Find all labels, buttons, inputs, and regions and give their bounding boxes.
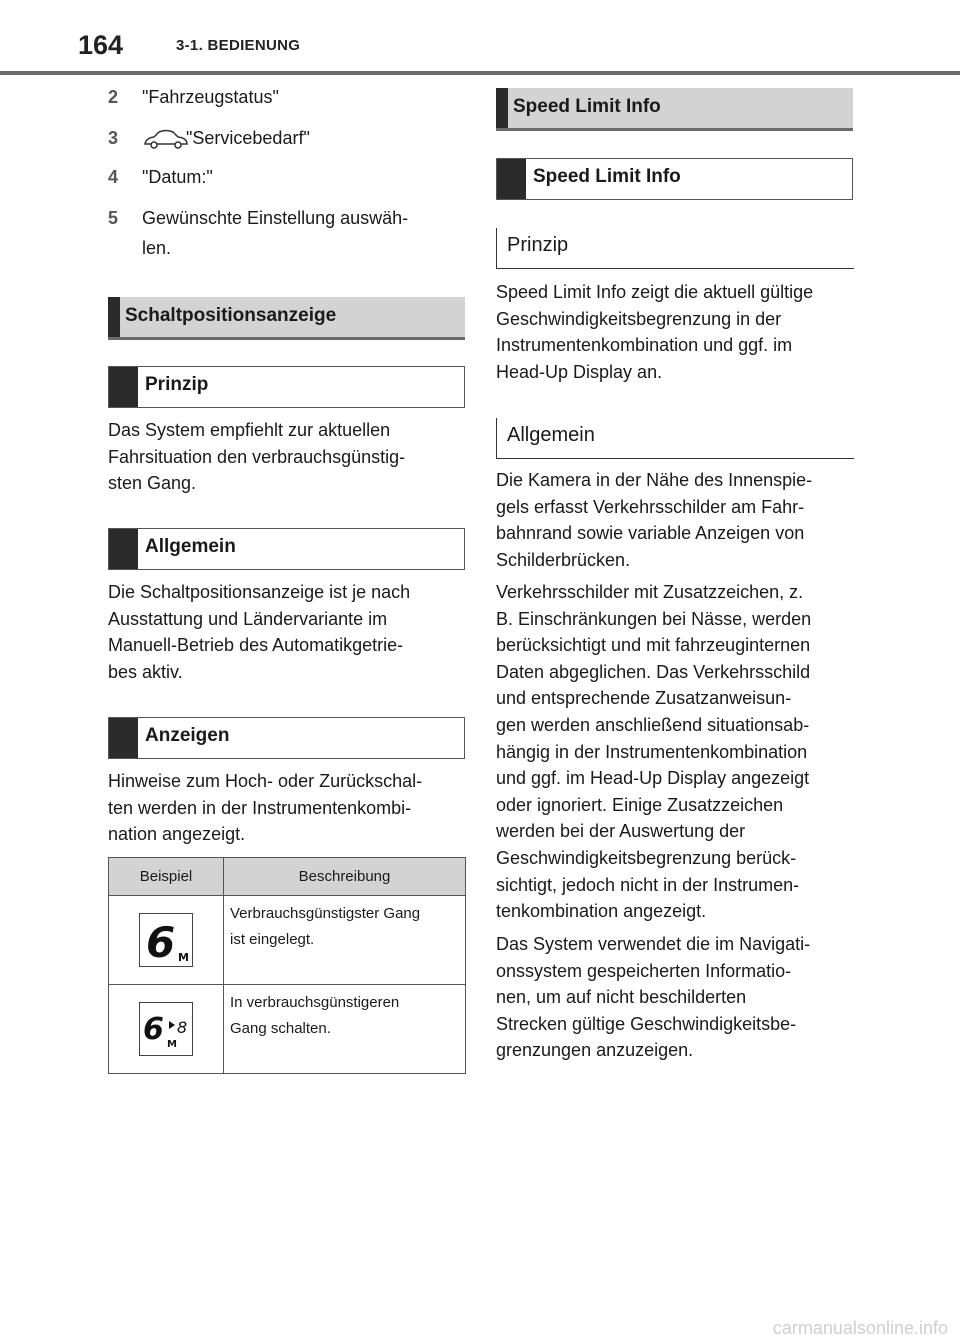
text-line: Gang schalten.: [230, 1020, 331, 1037]
subheading-prinzip: [108, 366, 465, 408]
text-line: B. Einschränkungen bei Nässe, werden: [496, 608, 812, 629]
text-line: bes aktiv.: [108, 661, 183, 682]
text-line: und entsprechende Zusatzanweisun-: [496, 688, 792, 709]
gear-6-m-icon: [139, 913, 193, 967]
table-row: [109, 985, 466, 1074]
table-cell-description: [224, 985, 466, 1074]
text-line: nation angezeigt.: [108, 824, 246, 845]
text-line: Manuell-Betrieb des Automatikgetrie-: [108, 635, 404, 656]
text-line: bahnrand sowie variable Anzeigen von: [496, 523, 805, 544]
subheading-allgemein-right: [496, 418, 854, 459]
text-line: Fahrsituation den verbrauchsgünstig-: [108, 446, 406, 467]
paragraph-speed-limit-allgemein-3: [496, 931, 860, 1064]
text-line: werden bei der Auswertung der: [496, 821, 746, 842]
text-line: gels erfasst Verkehrsschilder am Fahr-: [496, 496, 805, 517]
gear-digit: 6: [143, 1012, 164, 1047]
step-3: [108, 125, 465, 152]
subheading-title: Prinzip: [507, 234, 569, 256]
step-number: 3: [108, 128, 119, 148]
subheading-title: Allgemein: [507, 424, 595, 446]
text-line: Das System empfiehlt zur aktuellen: [108, 420, 391, 440]
subheading-speed-limit-info: [496, 158, 853, 200]
table-cell-icon: [109, 985, 224, 1074]
step-number: 2: [108, 87, 119, 107]
text-line: oder ignoriert. Einige Zusatzzeichen: [496, 794, 784, 815]
paragraph-anzeigen: [108, 768, 468, 848]
target-gear-digit: 8: [177, 1018, 188, 1037]
text-line: Geschwindigkeitsbegrenzung berück-: [496, 847, 797, 868]
text-line: sichtigt, jedoch nicht in der Instrumen-: [496, 874, 800, 895]
step-text: "Servicebedarf": [186, 128, 310, 148]
subheading-title: Prinzip: [145, 374, 209, 395]
text-line: Die Schaltpositionsanzeige ist je nach: [108, 582, 411, 602]
text-line: In verbrauchsgünstigeren: [230, 994, 400, 1011]
header-divider: [0, 71, 960, 75]
subheading-title: Anzeigen: [145, 725, 230, 746]
text-line: hängig in der Instrumentenkombination: [496, 741, 808, 762]
text-line: Speed Limit Info zeigt die aktuell gültige: [496, 282, 814, 302]
text-line: Verbrauchsgünstigster Gang: [230, 905, 421, 922]
section-heading-schaltpositionsanzeige: [108, 297, 465, 340]
paragraph-speed-limit-allgemein-2: [496, 579, 860, 925]
gear-6-to-8-icon: [139, 1002, 193, 1056]
step-2: [108, 84, 465, 111]
text-line: Schilderbrücken.: [496, 549, 631, 570]
text-line: nen, um auf nicht beschilderten: [496, 987, 747, 1008]
step-text: Gewünschte Einstellung auswäh-: [142, 208, 409, 228]
paragraph-prinzip: [108, 417, 468, 497]
step-4: [108, 164, 465, 191]
text-line: Das System verwendet die im Navigati-: [496, 934, 811, 954]
subheading-prinzip-right: [496, 228, 854, 269]
text-line: Head-Up Display an.: [496, 361, 663, 382]
watermark: carmanualsonline.info: [772, 1318, 948, 1338]
text-line: Geschwindigkeitsbegrenzung in der: [496, 308, 782, 329]
table-cell-icon: [109, 896, 224, 985]
text-line: onssystem gespeicherten Informatio-: [496, 960, 792, 981]
gear-mode: M: [178, 951, 189, 964]
table-row: [109, 896, 466, 985]
gear-digit: 6: [146, 918, 176, 966]
paragraph-allgemein: [108, 579, 468, 685]
step-number: 5: [108, 208, 119, 228]
column-header: Beispiel: [109, 858, 224, 896]
page-number: 164: [78, 30, 124, 60]
subheading-allgemein: [108, 528, 465, 570]
subheading-title: Speed Limit Info: [533, 166, 681, 187]
subheading-anzeigen: [108, 717, 465, 759]
text-line: Instrumentenkombination und ggf. im: [496, 335, 793, 356]
car-icon: [142, 127, 190, 159]
table-cell-description: [224, 896, 466, 985]
subheading-title: Allgemein: [145, 536, 236, 557]
text-line: Die Kamera in der Nähe des Innenspie-: [496, 470, 813, 490]
text-line: und ggf. im Head-Up Display angezeigt: [496, 768, 810, 789]
section-heading-speed-limit-info: [496, 88, 853, 131]
step-text: "Fahrzeugstatus": [142, 87, 279, 107]
text-line: Ausstattung und Ländervariante im: [108, 608, 388, 629]
column-header: Beschreibung: [224, 858, 466, 896]
text-line: berücksichtigt und mit fahrzeuginternen: [496, 635, 811, 656]
text-line: Hinweise zum Hoch- oder Zurückschal-: [108, 771, 423, 791]
chapter-title: 3-1. BEDIENUNG: [176, 37, 301, 54]
step-5: [108, 205, 465, 265]
gear-indicator-table: [108, 857, 466, 1074]
gear-mode: M: [167, 1039, 177, 1050]
step-text-continued: len.: [142, 238, 172, 258]
text-line: Strecken gültige Geschwindigkeitsbe-: [496, 1013, 797, 1034]
text-line: ist eingelegt.: [230, 931, 315, 948]
paragraph-speed-limit-prinzip: [496, 279, 860, 385]
section-title: Schaltpositionsanzeige: [125, 305, 337, 326]
text-line: Daten abgeglichen. Das Verkehrsschild: [496, 661, 811, 682]
step-number: 4: [108, 167, 119, 187]
section-title: Speed Limit Info: [513, 96, 661, 117]
paragraph-speed-limit-allgemein-1: [496, 467, 860, 573]
text-line: gen werden anschließend situationsab-: [496, 714, 810, 735]
text-line: Verkehrsschilder mit Zusatzzeichen, z.: [496, 582, 804, 602]
step-text: "Datum:": [142, 167, 213, 187]
text-line: grenzungen anzuzeigen.: [496, 1040, 694, 1061]
text-line: tenkombination angezeigt.: [496, 901, 707, 922]
text-line: ten werden in der Instrumentenkombi-: [108, 797, 412, 818]
text-line: sten Gang.: [108, 473, 197, 494]
table-header-row: [109, 858, 466, 896]
